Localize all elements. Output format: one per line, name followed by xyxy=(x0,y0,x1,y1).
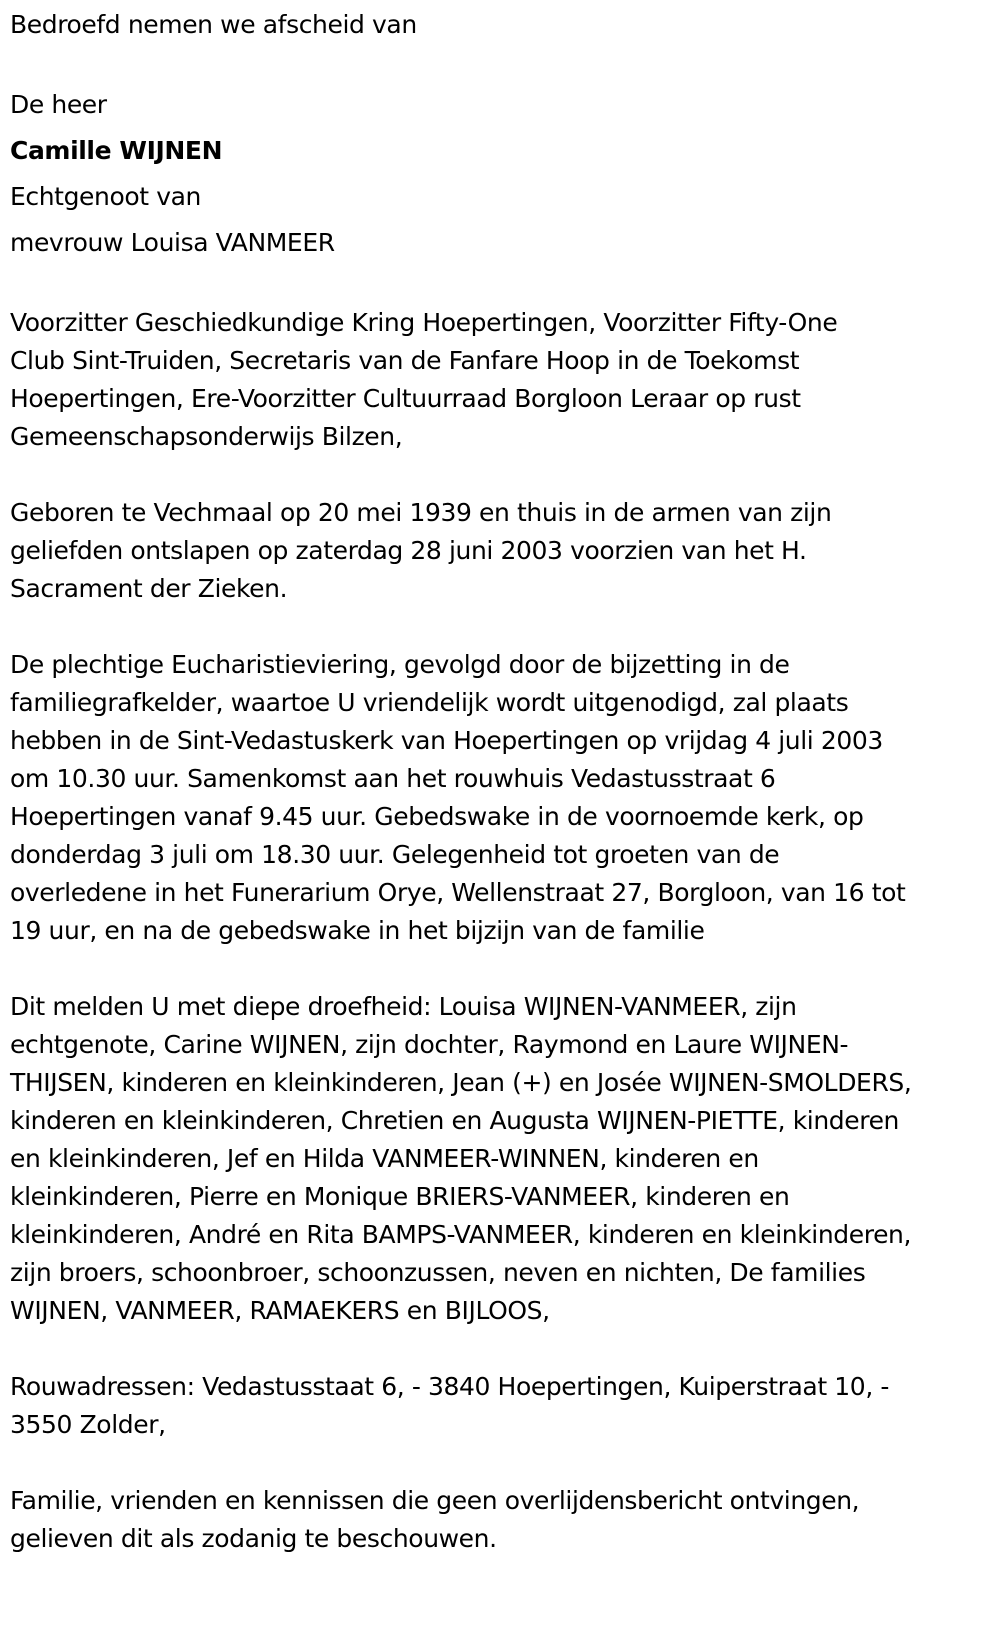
intro-text: Bedroefd nemen we afscheid van xyxy=(10,10,417,39)
family-line: en kleinkinderen, Jef en Hilda VANMEER-WINNEN, kinderen en xyxy=(10,1144,759,1173)
address-line: Rouwadressen: Vedastusstaat 6, - 3840 Hoepertingen, Kuiperstraat 10, - xyxy=(10,1372,890,1401)
ceremony-line: De plechtige Eucharistieviering, gevolgd door de bijzetting in de xyxy=(10,650,790,679)
family-line: THIJSEN, kinderen en kleinkinderen, Jean (+) en Josée WIJNEN-SMOLDERS, xyxy=(10,1068,912,1097)
functions-paragraph xyxy=(10,304,950,456)
ceremony-line: 19 uur, en na de gebedswake in het bijzijn van de familie xyxy=(10,916,705,945)
salutation: De heer xyxy=(10,90,107,119)
ceremony-line: om 10.30 uur. Samenkomst aan het rouwhuis Vedastusstraat 6 xyxy=(10,764,776,793)
family-line: kleinkinderen, André en Rita BAMPS-VANMEER, kinderen en kleinkinderen, xyxy=(10,1220,912,1249)
family-line: kinderen en kleinkinderen, Chretien en Augusta WIJNEN-PIETTE, kinderen xyxy=(10,1106,900,1135)
family-line: WIJNEN, VANMEER, RAMAEKERS en BIJLOOS, xyxy=(10,1296,550,1325)
ceremony-line: familiegrafkelder, waartoe U vriendelijk wordt uitgenodigd, zal plaats xyxy=(10,688,849,717)
family-line: zijn broers, schoonbroer, schoonzussen, neven en nichten, De families xyxy=(10,1258,866,1287)
family-paragraph xyxy=(10,988,950,1330)
deceased-header xyxy=(10,82,950,266)
functions-line: Hoepertingen, Ere-Voorzitter Cultuurraad Borgloon Leraar op rust xyxy=(10,384,801,413)
ceremony-line: hebben in de Sint-Vedastuskerk van Hoepertingen op vrijdag 4 juli 2003 xyxy=(10,726,883,755)
spouse-label: Echtgenoot van xyxy=(10,182,201,211)
birth-death-line: geliefden ontslapen op zaterdag 28 juni 2003 voorzien van het H. xyxy=(10,536,807,565)
addresses-paragraph xyxy=(10,1368,950,1444)
family-line: kleinkinderen, Pierre en Monique BRIERS-VANMEER, kinderen en xyxy=(10,1182,790,1211)
birth-death-paragraph xyxy=(10,494,950,608)
family-line: Dit melden U met diepe droefheid: Louisa WIJNEN-VANMEER, zijn xyxy=(10,992,797,1021)
ceremony-line: Hoepertingen vanaf 9.45 uur. Gebedswake in de voornoemde kerk, op xyxy=(10,802,864,831)
birth-death-line: Geboren te Vechmaal op 20 mei 1939 en thuis in de armen van zijn xyxy=(10,498,832,527)
closing-line: Familie, vrienden en kennissen die geen overlijdensbericht ontvingen, xyxy=(10,1486,860,1515)
birth-death-line: Sacrament der Zieken. xyxy=(10,574,288,603)
address-line: 3550 Zolder, xyxy=(10,1410,166,1439)
ceremony-line: overledene in het Funerarium Orye, Wellenstraat 27, Borgloon, van 16 tot xyxy=(10,878,906,907)
functions-line: Club Sint-Truiden, Secretaris van de Fanfare Hoop in de Toekomst xyxy=(10,346,800,375)
functions-line: Gemeenschapsonderwijs Bilzen, xyxy=(10,422,403,451)
ceremony-paragraph xyxy=(10,646,950,950)
functions-line: Voorzitter Geschiedkundige Kring Hoepertingen, Voorzitter Fifty-One xyxy=(10,308,838,337)
ceremony-line: donderdag 3 juli om 18.30 uur. Gelegenheid tot groeten van de xyxy=(10,840,780,869)
closing-paragraph xyxy=(10,1482,950,1558)
spouse-name: mevrouw Louisa VANMEER xyxy=(10,228,335,257)
closing-line: gelieven dit als zodanig te beschouwen. xyxy=(10,1524,497,1553)
deceased-name: Camille WIJNEN xyxy=(10,136,223,165)
family-line: echtgenote, Carine WIJNEN, zijn dochter, Raymond en Laure WIJNEN- xyxy=(10,1030,849,1059)
